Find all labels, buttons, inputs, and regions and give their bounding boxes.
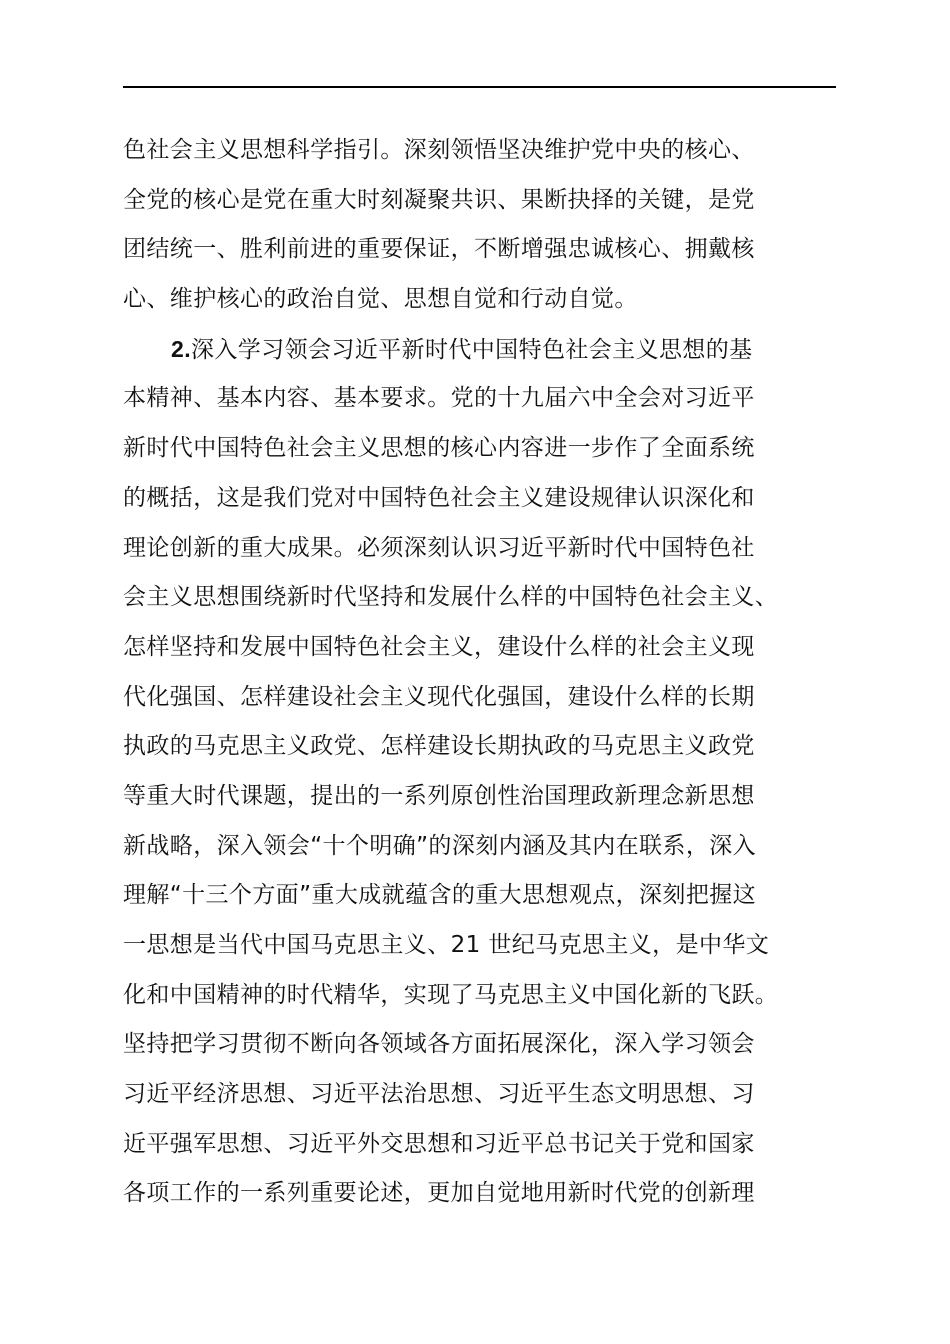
text-line: 代化强国、怎样建设社会主义现代化强国，建设什么样的长期 <box>123 683 755 710</box>
text-line: 化和中国精神的时代精华，实现了马克思主义中国化新的飞跃。 <box>123 981 779 1008</box>
body-text <box>123 126 843 1219</box>
text-line: 新战略，深入领会“十个明确”的深刻内涵及其内在联系，深入 <box>123 832 757 859</box>
text-line: 心、维护核心的政治自觉、思想自觉和行动自觉。 <box>123 286 638 313</box>
text-line: 全党的核心是党在重大时刻凝聚共识、果断抉择的关键，是党 <box>123 186 755 213</box>
text-line: 色社会主义思想科学指引。深刻领悟坚决维护党中央的核心、 <box>123 137 755 163</box>
section-heading-line <box>123 325 843 375</box>
text-line: 各项工作的一系列重要论述，更加自觉地用新时代党的创新理 <box>123 1180 755 1207</box>
text-line: 近平强军思想、习近平外交思想和习近平总书记关于党和国家 <box>123 1130 755 1157</box>
text-line: 怎样坚持和发展中国特色社会主义，建设什么样的社会主义现 <box>123 633 755 660</box>
text-line: 本精神、基本内容、基本要求。党的十九届六中全会对习近平 <box>123 385 755 412</box>
text-line: 会主义思想围绕新时代坚持和发展什么样的中国特色社会主义、 <box>123 584 779 611</box>
text-line: 执政的马克思主义政党、怎样建设长期执政的马克思主义政党 <box>123 733 755 760</box>
text-line: 理论创新的重大成果。必须深刻认识习近平新时代中国特色社 <box>123 534 755 561</box>
text-line: 理解“十三个方面”重大成就蕴含的重大思想观点，深刻把握这 <box>123 882 757 909</box>
text-line: 团结统一、胜利前进的重要保证，不断增强忠诚核心、拥戴核 <box>123 236 755 263</box>
text-line: 新时代中国特色社会主义思想的核心内容进一步作了全面系统 <box>123 435 755 462</box>
header-rule <box>123 86 836 88</box>
text-line: 的概括，这是我们党对中国特色社会主义建设规律认识深化和 <box>123 484 755 511</box>
text-line: 坚持把学习贯彻不断向各领域各方面拓展深化，深入学习领会 <box>123 1031 755 1058</box>
text-line: 一思想是当代中国马克思主义、21 世纪马克思主义，是中华文 <box>123 932 770 958</box>
section-number: 2. <box>171 335 191 362</box>
section-heading-text: 深入学习领会习近平新时代中国特色社会主义思想的基 <box>190 336 753 363</box>
text-line: 习近平经济思想、习近平法治思想、习近平生态文明思想、习 <box>123 1081 755 1108</box>
text-line: 等重大时代课题，提出的一系列原创性治国理政新理念新思想 <box>123 782 755 809</box>
